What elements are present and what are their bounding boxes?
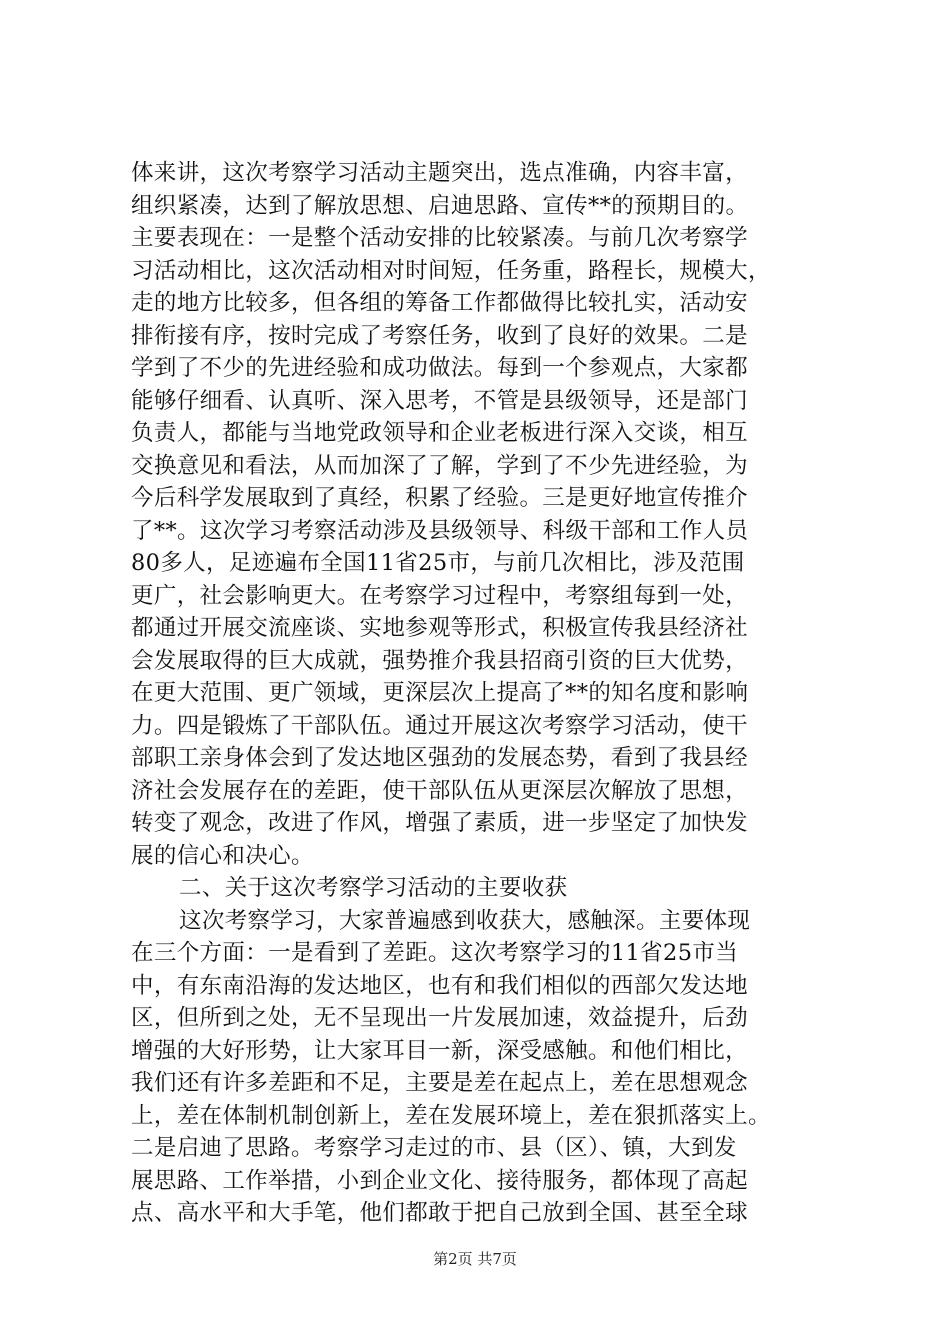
text-line: 体来讲，这次考察学习活动主题突出，选点准确，内容丰富， — [131, 160, 748, 186]
text-line: 会发展取得的巨大成就，强势推介我县招商引资的巨大优势， — [131, 647, 748, 674]
page-number-footer: 第2页 共7页 — [433, 1250, 517, 1268]
text-line: 这次考察学习，大家普遍感到收获大，感触深。主要体现 — [179, 907, 751, 934]
paragraph-1 — [131, 157, 831, 872]
text-line: 排衔接有序，按时完成了考察任务，收到了良好的效果。二是 — [131, 322, 748, 349]
text-line: 增强的大好形势，让大家耳目一新，深受感触。和他们相比， — [131, 1037, 748, 1064]
text-line: 今后科学发展取到了真经，积累了经验。三是更好地宣传推介 — [131, 485, 748, 511]
text-line: 组织紧凑，达到了解放思想、启迪思路、宣传**的预期目的。 — [131, 192, 749, 219]
text-line: 主要表现在：一是整个活动安排的比较紧凑。与前几次考察学 — [131, 225, 748, 251]
text-line: 在更大范围、更广领域，更深层次上提高了**的知名度和影响 — [131, 680, 749, 706]
document-body — [131, 157, 831, 1230]
text-line: 交换意见和看法，从而加深了了解，学到了不少先进经验，为 — [131, 452, 748, 479]
text-line: 在三个方面：一是看到了差距。这次考察学习的11省25市当 — [131, 940, 739, 966]
text-line: 力。四是锻炼了干部队伍。通过开展这次考察学习活动，使干 — [131, 712, 748, 739]
text-line: 习活动相比，这次活动相对时间短，任务重，路程长，规模大， — [131, 257, 771, 284]
text-line: 了**。这次学习考察活动涉及县级领导、科级干部和工作人员 — [131, 517, 749, 544]
text-line: 负责人，都能与当地党政领导和企业老板进行深入交谈，相互 — [131, 420, 748, 446]
text-line: 能够仔细看、认真听、深入思考，不管是县级领导，还是部门 — [131, 387, 748, 414]
text-line: 展思路、工作举措，小到企业文化、接待服务，都体现了高起 — [131, 1167, 748, 1194]
text-line: 中，有东南沿海的发达地区，也有和我们相似的西部欠发达地 — [131, 972, 748, 999]
text-line: 展的信心和决心。 — [131, 842, 314, 869]
text-line: 我们还有许多差距和不足，主要是差在起点上，差在思想观念 — [131, 1070, 748, 1096]
text-line: 部职工亲身体会到了发达地区强劲的发展态势，看到了我县经 — [131, 745, 748, 771]
text-line: 二是启迪了思路。考察学习走过的市、县（区）、镇，大到发 — [131, 1135, 737, 1161]
paragraph-2 — [131, 905, 831, 1230]
text-line: 更广，社会影响更大。在考察学习过程中，考察组每到一处， — [131, 582, 748, 609]
text-line: 学到了不少的先进经验和成功做法。每到一个参观点，大家都 — [131, 355, 748, 381]
text-line: 走的地方比较多，但各组的筹备工作都做得比较扎实，活动安 — [131, 290, 748, 316]
text-line: 济社会发展存在的差距，使干部队伍从更深层次解放了思想， — [131, 777, 748, 804]
text-line: 转变了观念，改进了作风，增强了素质，进一步坚定了加快发 — [131, 810, 748, 836]
section-heading: 二、关于这次考察学习活动的主要收获 — [179, 875, 568, 901]
text-line: 区，但所到之处，无不呈现出一片发展加速，效益提升，后劲 — [131, 1005, 748, 1031]
text-line: 都通过开展交流座谈、实地参观等形式，积极宣传我县经济社 — [131, 615, 748, 641]
text-line: 点、高水平和大手笔，他们都敢于把自己放到全国、甚至全球 — [131, 1200, 748, 1226]
text-line: 上，差在体制机制创新上，差在发展环境上，差在狠抓落实上。 — [131, 1102, 771, 1129]
text-line: 80多人，足迹遍布全国11省25市，与前几次相比，涉及范围 — [131, 550, 745, 576]
